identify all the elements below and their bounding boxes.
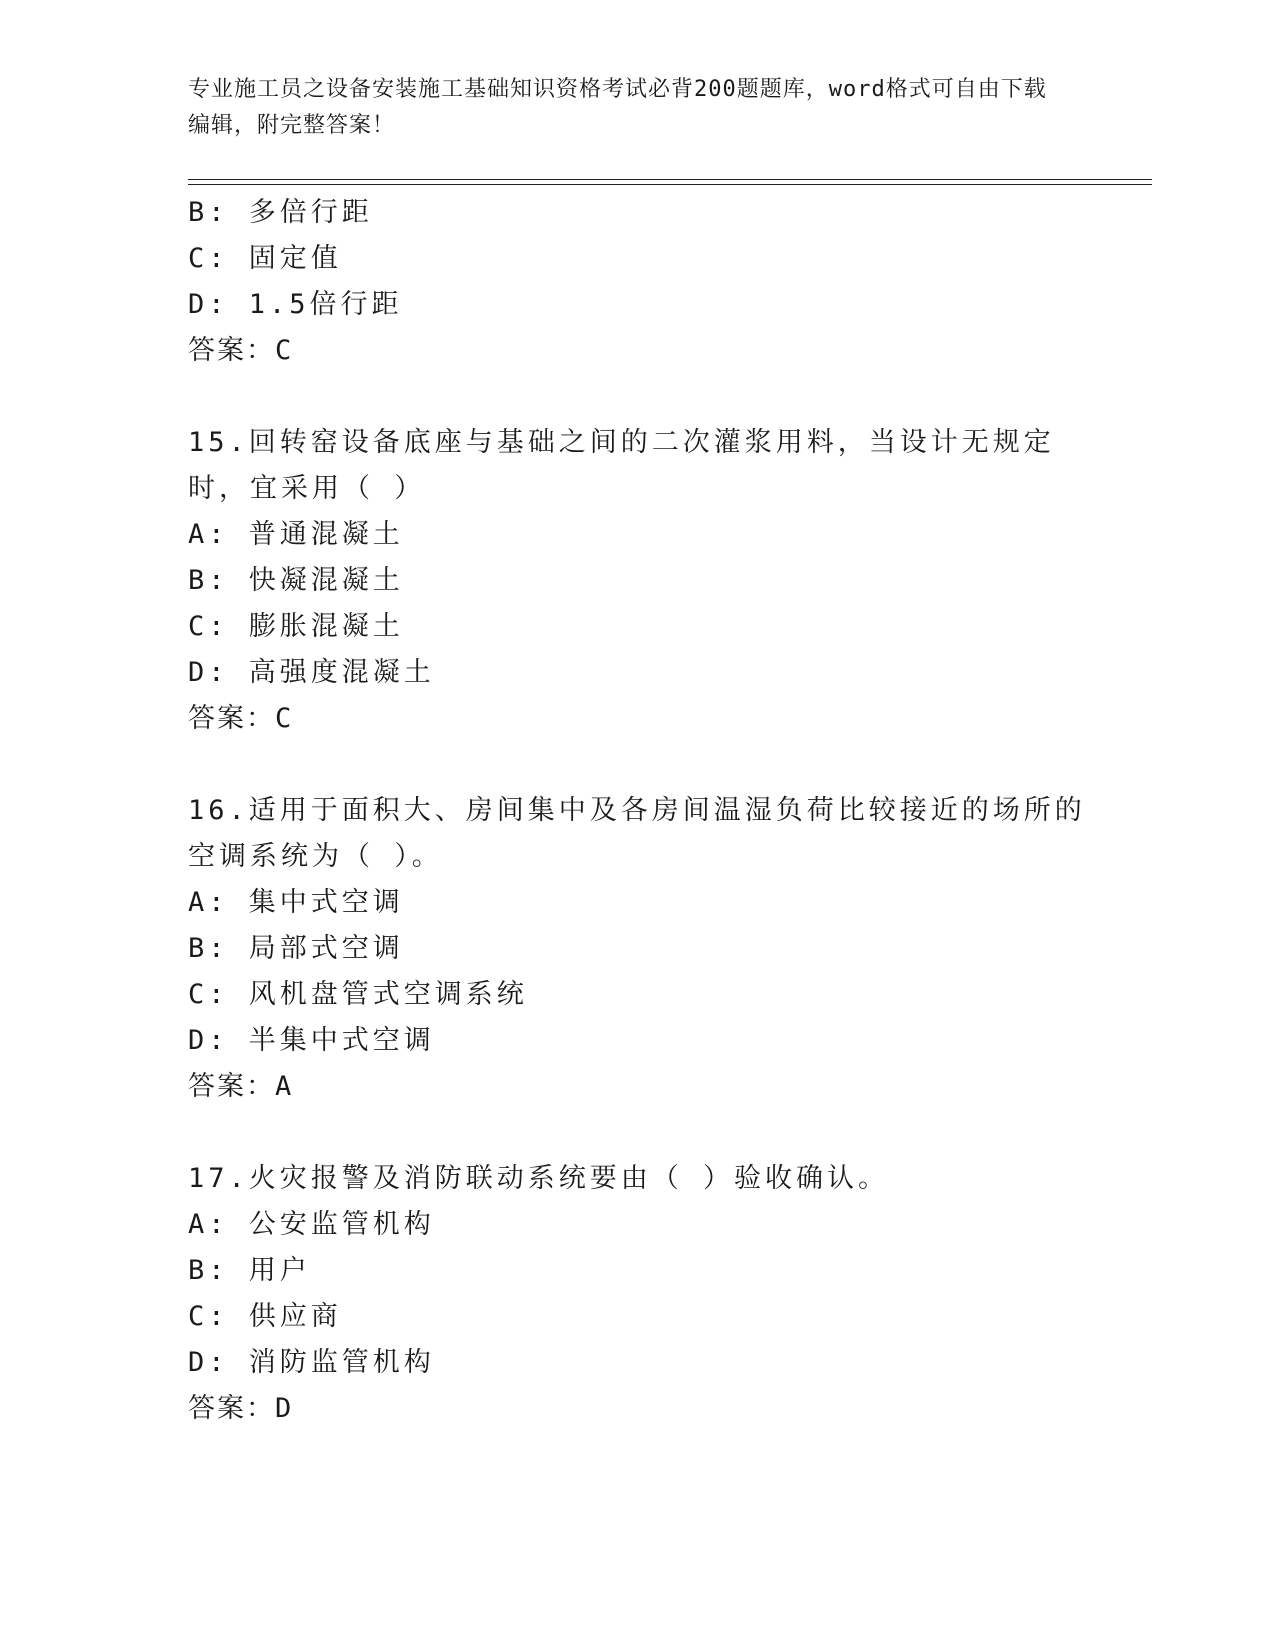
- option-a: A: 普通混凝土: [188, 519, 404, 550]
- option-b: B: 快凝混凝土: [188, 565, 404, 596]
- header-divider-bottom: [188, 184, 1152, 185]
- option-d: D: 高强度混凝土: [188, 657, 435, 688]
- option-a: A: 集中式空调: [188, 887, 404, 918]
- document-body: [188, 190, 1088, 1432]
- option-d: D: 1.5倍行距: [188, 289, 403, 320]
- option-b: B: 用户: [188, 1255, 311, 1286]
- page-header: 专业施工员之设备安装施工基础知识资格考试必背200题题库，word格式可自由下载编辑，附完整答案！: [188, 77, 1047, 138]
- answer: 答案：D: [188, 1393, 294, 1424]
- option-c: C: 风机盘管式空调系统: [188, 979, 528, 1010]
- option-c: C: 膨胀混凝土: [188, 611, 404, 642]
- answer: 答案：A: [188, 1071, 294, 1102]
- option-b: B: 局部式空调: [188, 933, 404, 964]
- answer: 答案：C: [188, 703, 294, 734]
- question-17: [188, 1156, 1088, 1432]
- option-d: D: 消防监管机构: [188, 1347, 435, 1378]
- option-a: A: 公安监管机构: [188, 1209, 435, 1240]
- option-d: D: 半集中式空调: [188, 1025, 435, 1056]
- answer: 答案：C: [188, 335, 294, 366]
- question-stem: 15.回转窑设备底座与基础之间的二次灌浆用料，当设计无规定时，宜采用（ ）: [188, 427, 1055, 504]
- option-c: C: 固定值: [188, 243, 342, 274]
- option-b: B: 多倍行距: [188, 197, 373, 228]
- partial-question: [188, 190, 1088, 374]
- question-16: [188, 788, 1088, 1110]
- question-stem: 16.适用于面积大、房间集中及各房间温湿负荷比较接近的场所的空调系统为（ ）。: [188, 795, 1086, 872]
- option-c: C: 供应商: [188, 1301, 342, 1332]
- question-15: [188, 420, 1088, 742]
- header-divider-top: [188, 179, 1152, 180]
- question-stem: 17.火灾报警及消防联动系统要由（ ）验收确认。: [188, 1163, 890, 1194]
